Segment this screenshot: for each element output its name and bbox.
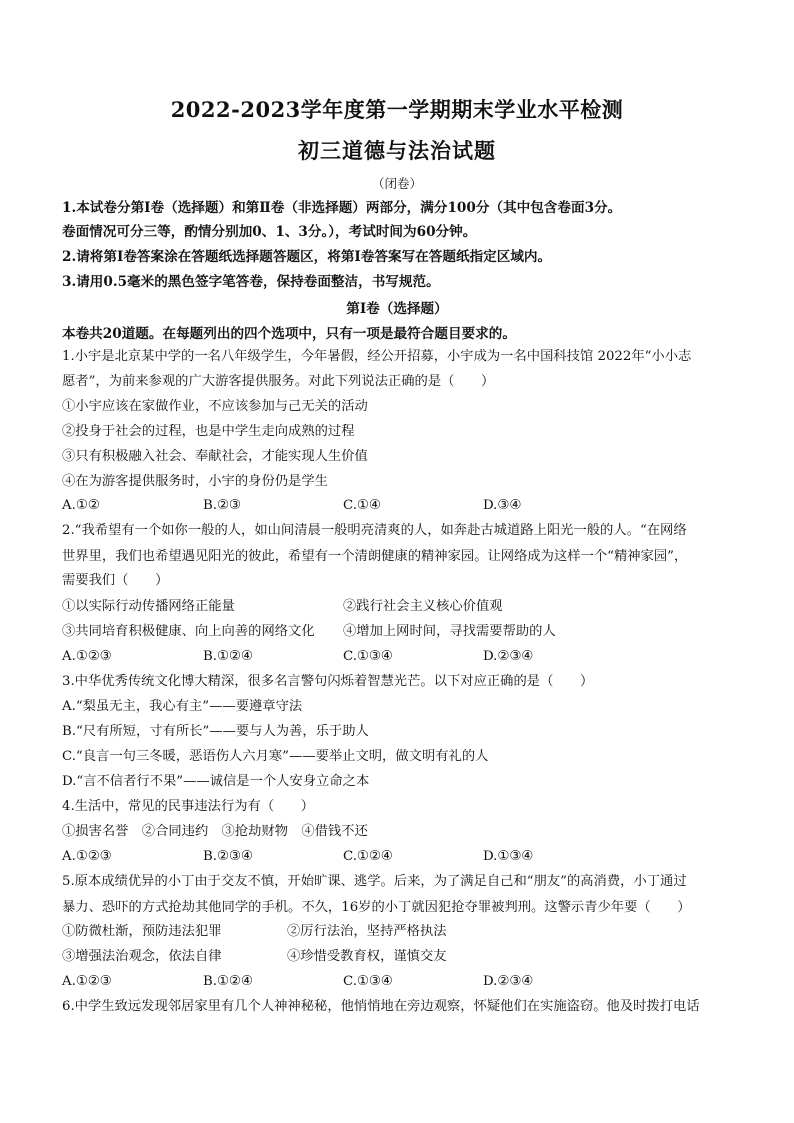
q2-item-1: ①以实际行动传播网络正能量 [62,599,235,614]
q1-choice-b: B.②③ [203,498,241,513]
closed-book-label: （闭卷） [371,176,422,191]
q4-choice-c: C.①②④ [343,849,393,864]
q5-item-4: ④珍惜受教育权，谨慎交友 [287,949,447,964]
instruction-3: 3.请用0.5毫米的黑色签字笔答卷，保持卷面整洁，书写规范。 [62,274,440,290]
q2-item-4: ④增加上网时间，寻找需要帮助的人 [343,624,556,639]
q5-item-1: ①防微杜渐，预防违法犯罪 [62,924,222,939]
q1-choice-c: C.①④ [343,498,381,513]
q1-choice-a: A.①② [62,498,100,513]
instruction-1b: 卷面情况可分三等，酌情分别加0、1、3分。），考试时间为60分钟。 [62,224,477,240]
q5-stem-line-1: 5.原本成绩优异的小丁由于交友不慎，开始旷课、逃学。后来，为了满足自己和“朋友”的高消费，小丁通过 [62,874,687,889]
q1-stem-line-2: 愿者”，为前来参观的广大游客提供服务。对此下列说法正确的是（ ） [62,374,495,389]
q4-stem: 4.生活中，常见的民事违法行为有（ ） [62,799,315,814]
section-note: 本卷共20道题。在每题列出的四个选项中，只有一项是最符合题目要求的。 [62,326,516,342]
q5-choice-d: D.②③④ [483,974,534,989]
q2-item-3: ③共同培育积极健康、向上向善的网络文化 [62,624,315,639]
q2-choice-d: D.②③④ [483,649,534,664]
q4-choice-b: B.②③④ [203,849,253,864]
q2-stem-line-1: 2.“我希望有一个如你一般的人，如山间清晨一般明亮清爽的人，如奔赴古城道路上阳光一般的人。“在网络 [62,523,687,538]
q5-choice-c: C.①③④ [343,974,393,989]
q5-choice-a: A.①②③ [62,974,112,989]
q2-choice-c: C.①③④ [343,649,393,664]
q5-stem-line-2: 暴力、恐吓的方式抢劫其他同学的手机。不久，16岁的小丁就因犯抢夺罪被判刑。这警示青少年要（ ） [62,900,691,915]
q6-stem: 6.中学生致远发现邻居家里有几个人神神秘秘，他悄悄地在旁边观察，怀疑他们在实施盗窃。他及时拨打电话 [62,999,700,1014]
q2-item-2: ②践行社会主义核心价值观 [343,599,503,614]
exam-subject: 初三道德与法治试题 [298,138,496,163]
q1-item-3: ③只有积极融入社会、奉献社会，才能实现人生价值 [62,449,368,464]
q4-items: ①损害名誉 ②合同违约 ③抢劫财物 ④借钱不还 [62,824,368,839]
exam-title: 2022-2023学年度第一学期期末学业水平检测 [170,97,624,122]
q3-option-d: D.“言不信者行不果”——诚信是一个人安身立命之本 [62,774,370,789]
q1-item-4: ④在为游客提供服务时，小宇的身份仍是学生 [62,474,328,489]
q1-item-2: ②投身于社会的过程，也是中学生走向成熟的过程 [62,424,355,439]
q3-stem: 3.中华优秀传统文化博大精深，很多名言警句闪烁着智慧光芒。以下对应正确的是（ ） [62,674,594,689]
instruction-1a: 1.本试卷分第Ⅰ卷（选择题）和第Ⅱ卷（非选择题）两部分，满分100分（其中包含卷面3分。 [62,200,622,216]
q5-item-3: ③增强法治观念，依法自律 [62,949,222,964]
q2-choice-b: B.①②④ [203,649,253,664]
q5-item-2: ②厉行法治，坚持严格执法 [287,924,447,939]
q1-item-1: ①小宇应该在家做作业，不应该参加与己无关的活动 [62,399,368,414]
q4-choice-d: D.①③④ [483,849,534,864]
q2-choice-a: A.①②③ [62,649,112,664]
q5-choice-b: B.①②④ [203,974,253,989]
q1-stem-line-1: 1.小宇是北京某中学的一名八年级学生，今年暑假，经公开招募，小宇成为一名中国科技馆 2022年“小小志 [62,349,692,364]
q3-option-b: B.“尺有所短，寸有所长”——要与人为善，乐于助人 [62,724,369,739]
q3-option-a: A.“梨虽无主，我心有主”——要遵章守法 [62,699,303,714]
q2-stem-line-2: 世界里，我们也希望遇见阳光的彼此，希望有一个清朗健康的精神家园。让网络成为这样一个“精神家园”， [62,549,688,564]
q3-option-c: C.“良言一句三冬暖，恶语伤人六月寒”——要举止文明，做文明有礼的人 [62,749,489,764]
instruction-2: 2.请将第Ⅰ卷答案涂在答题纸选择题答题区，将第Ⅰ卷答案写在答题纸指定区域内。 [62,249,552,265]
q4-choice-a: A.①②③ [62,849,112,864]
q1-choice-d: D.③④ [483,498,522,513]
section-title: 第Ⅰ卷（选择题） [346,301,448,317]
q2-stem-line-3: 需要我们（ ） [62,573,169,588]
